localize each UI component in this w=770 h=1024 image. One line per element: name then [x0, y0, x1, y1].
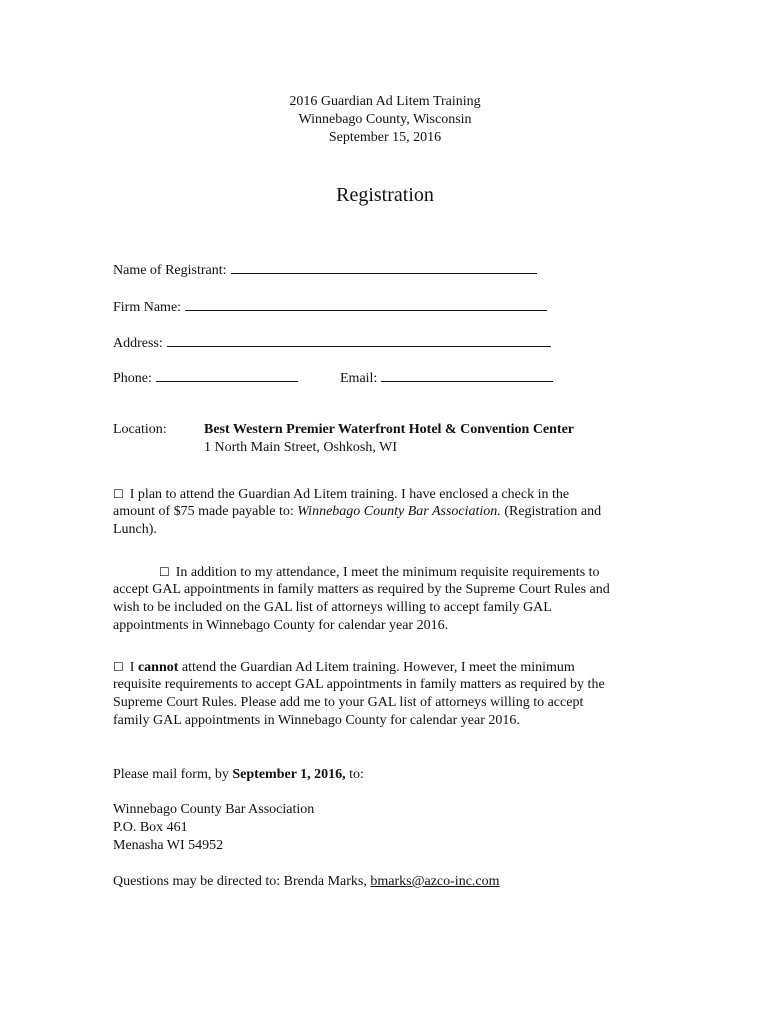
- gal-list-checkbox[interactable]: ☐: [159, 565, 170, 579]
- attend-text-line2: amount of $75 made payable to:: [113, 504, 298, 519]
- phone-blank[interactable]: [156, 367, 298, 382]
- payee-name: Winnebago County Bar Association.: [297, 504, 501, 519]
- email-blank[interactable]: [381, 367, 553, 382]
- mail-deadline: September 1, 2016,: [232, 767, 346, 782]
- gal-list-text-line2: accept GAL appointments in family matters as required by the Supreme Court Rules and: [113, 582, 610, 597]
- cannot-emphasis: cannot: [137, 660, 179, 675]
- header-date: September 15, 2016: [328, 130, 442, 145]
- option-cannot-attend: [113, 658, 653, 730]
- option-attend: [113, 485, 653, 539]
- address-field: [113, 332, 551, 350]
- mailing-address-line2: P.O. Box 461: [113, 820, 188, 835]
- page-title: Registration: [336, 184, 434, 206]
- gal-list-text-line1: In addition to my attendance, I meet the minimum requisite requirements to: [175, 565, 600, 580]
- cannot-attend-checkbox[interactable]: ☐: [113, 660, 124, 674]
- address-label: Address:: [113, 336, 163, 351]
- document-header: [0, 93, 770, 147]
- attend-text-line1: I plan to attend the Guardian Ad Litem training. I have enclosed a check in the: [129, 487, 570, 502]
- option-gal-list-attending: [113, 563, 653, 635]
- mail-text-end: to:: [345, 767, 364, 782]
- cannot-attend-text-start: I: [129, 660, 138, 675]
- cannot-attend-text-line1: attend the Guardian Ad Litem training. However, I meet the minimum: [178, 660, 575, 675]
- location-address: 1 North Main Street, Oshkosh, WI: [204, 440, 397, 455]
- phone-field: [113, 367, 298, 385]
- firm-name-field: [113, 296, 547, 314]
- address-blank[interactable]: [167, 332, 551, 347]
- header-event-title: 2016 Guardian Ad Litem Training: [289, 94, 481, 109]
- mail-instructions: [113, 766, 364, 784]
- gal-list-text-line3: wish to be included on the GAL list of attorneys willing to accept family GAL: [113, 600, 552, 615]
- location-label: Location:: [113, 422, 167, 437]
- registrant-name-field: [113, 259, 537, 277]
- mailing-address-line1: Winnebago County Bar Association: [113, 802, 315, 817]
- header-location: Winnebago County, Wisconsin: [298, 112, 472, 127]
- contact-email-link[interactable]: bmarks@azco-inc.com: [370, 874, 500, 889]
- registrant-name-blank[interactable]: [231, 259, 537, 274]
- firm-name-blank[interactable]: [185, 296, 547, 311]
- cannot-attend-text-line2: requisite requirements to accept GAL appointments in family matters as required by the: [113, 677, 605, 692]
- firm-name-label: Firm Name:: [113, 300, 182, 315]
- email-label: Email:: [340, 371, 378, 386]
- registrant-name-label: Name of Registrant:: [113, 263, 227, 278]
- gal-list-text-line4: appointments in Winnebago County for calendar year 2016.: [113, 618, 449, 633]
- cannot-attend-text-line4: family GAL appointments in Winnebago County for calendar year 2016.: [113, 713, 520, 728]
- location-venue: Best Western Premier Waterfront Hotel & Convention Center: [204, 422, 575, 437]
- phone-label: Phone:: [113, 371, 152, 386]
- attend-text-line2-end: (Registration and: [500, 504, 602, 519]
- attend-checkbox[interactable]: ☐: [113, 487, 124, 501]
- mailing-address-line3: Menasha WI 54952: [113, 838, 224, 853]
- mail-text: Please mail form, by: [113, 767, 233, 782]
- email-field: [340, 367, 553, 385]
- questions-contact: [113, 873, 500, 891]
- cannot-attend-text-line3: Supreme Court Rules. Please add me to your GAL list of attorneys willing to accept: [113, 695, 584, 710]
- questions-text: Questions may be directed to: Brenda Marks,: [113, 874, 371, 889]
- attend-text-line3: Lunch).: [113, 522, 157, 537]
